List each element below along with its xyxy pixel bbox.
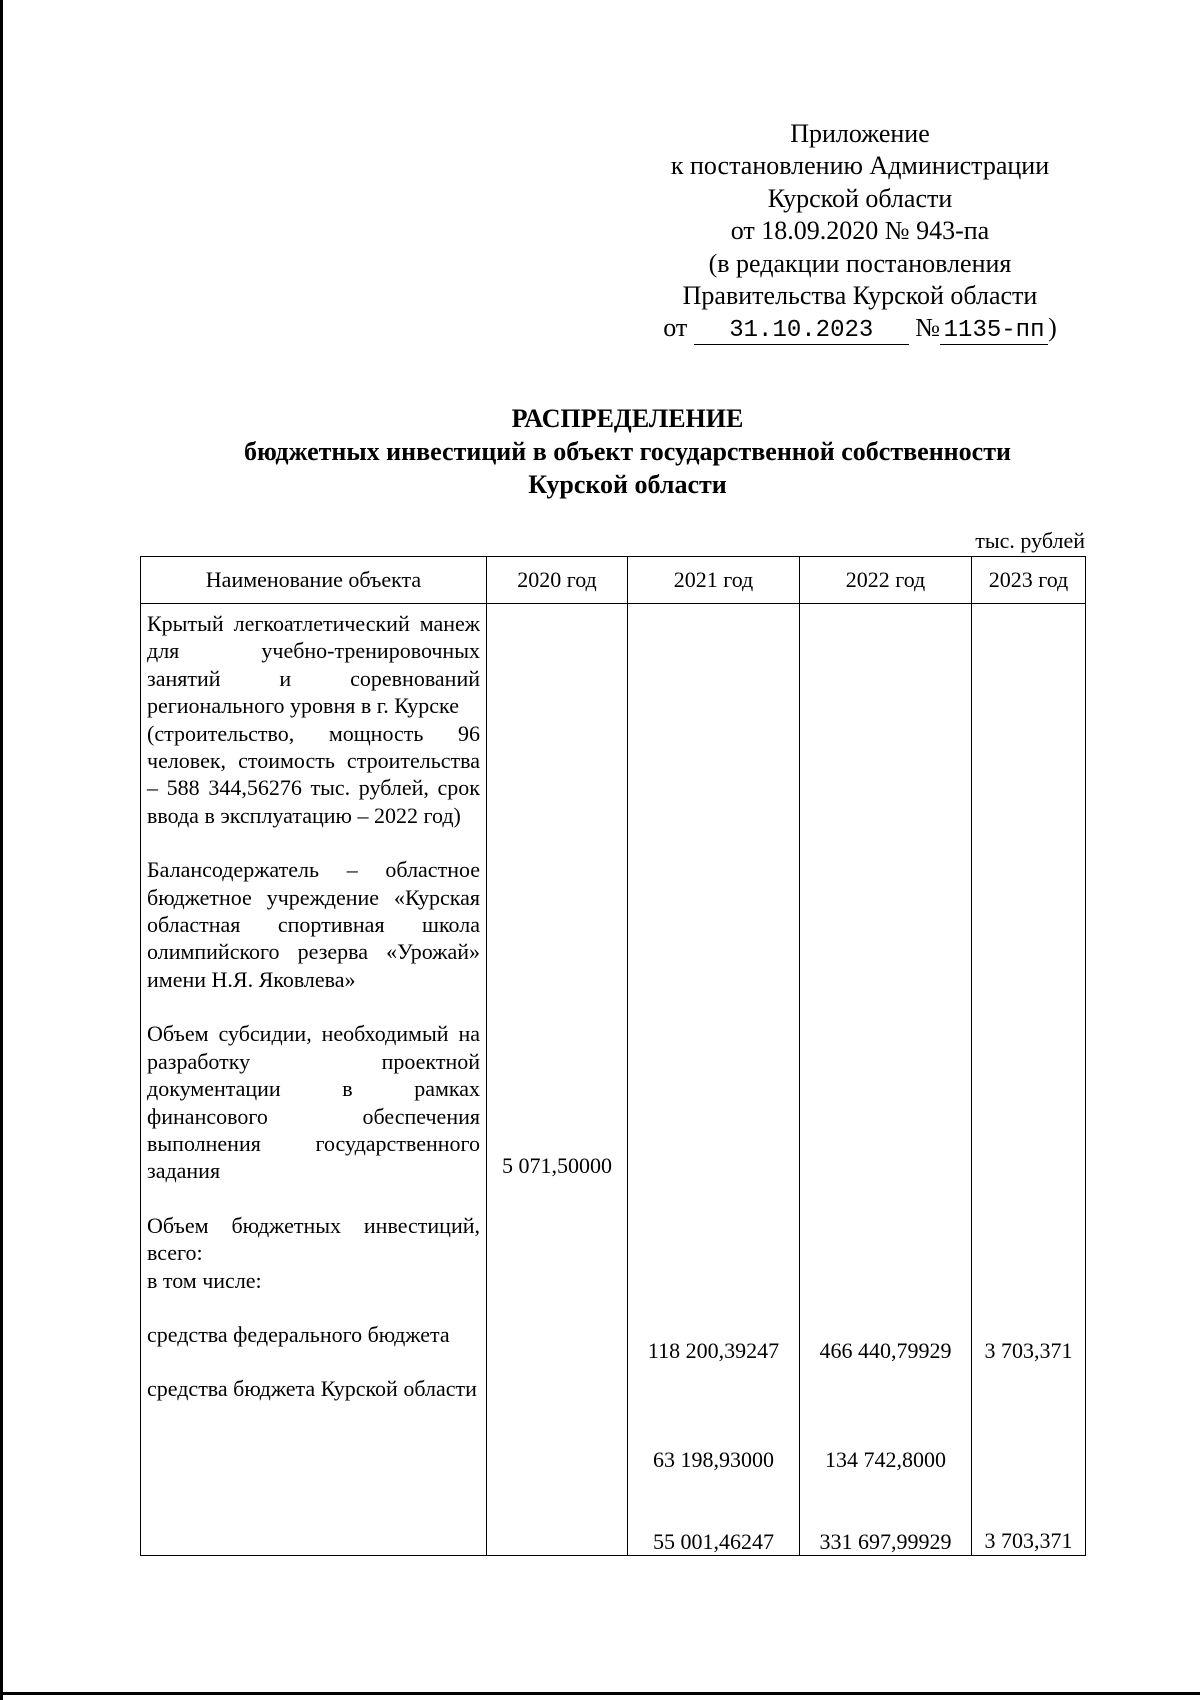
header-line-5: (в редакции постановления xyxy=(708,248,1012,278)
balance-holder: Балансодержатель – областное бюджетное учреждение «Курская областная спортивная школа олимпийского резерва «Урожай» имени Н.Я. Яковлева» xyxy=(147,857,480,992)
header-2023: 2023 год xyxy=(972,557,1086,604)
total-2022: 466 440,79929 xyxy=(819,1338,952,1363)
header-line-2: к постановлению Администрации xyxy=(670,151,1050,181)
header-object-name: Наименование объекта xyxy=(141,557,487,604)
document-title xyxy=(140,402,1115,501)
header-revision-line xyxy=(600,312,1120,345)
column-2022 xyxy=(800,604,972,1556)
table-header-row xyxy=(141,557,1086,604)
header-line-3: Курской области xyxy=(767,183,953,213)
revision-number: 1135-пп xyxy=(940,318,1048,345)
subsidy-label: Объем субсидии, необходимый на разработку проектной документации в рамках финансового обеспечения выполнения государственного задания xyxy=(147,1021,480,1184)
header-line-6: Правительства Курской области xyxy=(682,281,1038,311)
object-description-block xyxy=(147,610,480,829)
header-line-1: Приложение xyxy=(790,119,930,148)
page-edge-bottom xyxy=(0,1692,1200,1695)
federal-2022: 134 742,8000 xyxy=(825,1447,946,1473)
total-block xyxy=(147,1212,480,1294)
title-line-3: Курской области xyxy=(528,470,727,499)
table-row xyxy=(141,604,1086,1556)
closing-paren: ) xyxy=(1048,313,1057,343)
units-label: тыс. рублей xyxy=(975,528,1085,553)
column-2020 xyxy=(487,604,628,1556)
subsidy-2020: 5 071,50000 xyxy=(502,1153,612,1178)
total-label: Объем бюджетных инвестиций, всего: xyxy=(147,1212,480,1266)
including-label: в том числе: xyxy=(147,1267,262,1293)
header-2020: 2020 год xyxy=(487,557,628,604)
object-name-cell xyxy=(141,604,487,1556)
object-details: (строительство, мощность 96 человек, стоимость строительства – 588 344,56276 тыс. рублей, срок ввода в эксплуатацию – 2022 год) xyxy=(147,720,480,828)
date-prefix: от xyxy=(663,313,688,343)
appendix-header xyxy=(600,118,1120,345)
federal-label: средства федерального бюджета xyxy=(147,1321,450,1347)
number-prefix: № xyxy=(915,313,941,343)
header-2021: 2021 год xyxy=(628,557,800,604)
page-edge-left xyxy=(0,0,3,1700)
regional-2023: 3 703,371 xyxy=(984,1528,1073,1554)
column-2023 xyxy=(972,604,1086,1556)
title-line-2: бюджетных инвестиций в объект государственной собственности xyxy=(244,437,1011,466)
federal-2021: 63 198,93000 xyxy=(653,1447,774,1473)
title-line-1: РАСПРЕДЕЛЕНИЕ xyxy=(511,404,744,433)
regional-2022: 331 697,99929 xyxy=(819,1528,952,1554)
revision-date: 31.10.2023 xyxy=(694,318,909,345)
total-2023: 3 703,371 xyxy=(984,1338,1073,1363)
header-line-4: от 18.09.2020 № 943-па xyxy=(730,216,990,246)
object-description: Крытый легкоатлетический манеж для учебно-тренировочных занятий и соревнований регионального уровня в г. Курске xyxy=(147,611,480,719)
budget-table xyxy=(140,556,1086,1556)
column-2021 xyxy=(628,604,800,1556)
header-2022: 2022 год xyxy=(800,557,972,604)
regional-label: средства бюджета Курской области xyxy=(147,1376,477,1402)
total-2021: 118 200,39247 xyxy=(647,1338,780,1363)
regional-2021: 55 001,46247 xyxy=(653,1528,774,1554)
